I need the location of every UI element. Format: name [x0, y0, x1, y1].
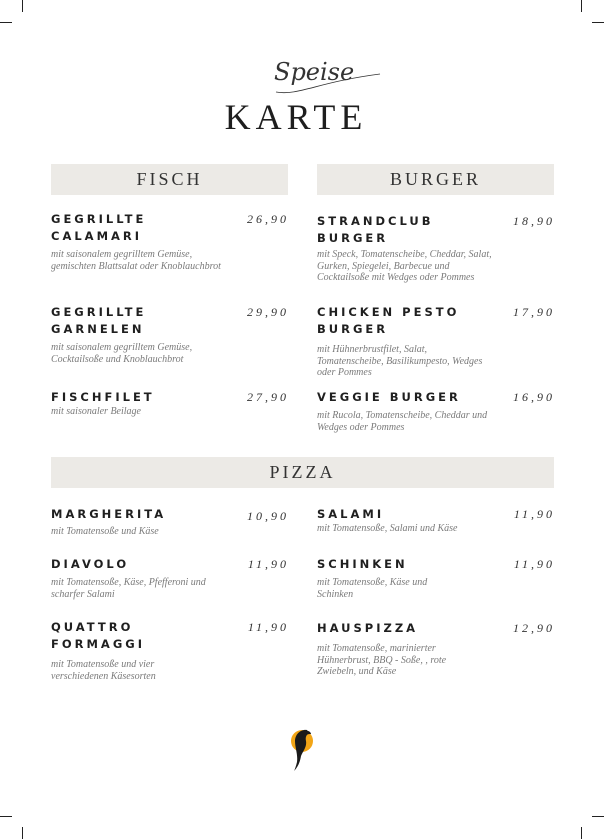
crop-mark	[581, 0, 582, 12]
menu-item	[317, 389, 555, 433]
menu-item	[317, 556, 555, 600]
item-description: mit saisonaler Beilage	[51, 406, 141, 417]
item-description: mit Tomatensoße, Käse und Schinken	[317, 577, 428, 600]
item-name: SALAMI	[317, 507, 385, 521]
item-price: 12,90	[513, 621, 555, 635]
item-name: DIAVOLO	[51, 557, 130, 571]
item-name: GEGRILLTE GARNELEN	[51, 305, 147, 336]
script-title	[268, 52, 388, 98]
crop-mark	[0, 22, 12, 23]
item-description: mit Hühnerbrustfilet, Salat, Tomatenscheibe, Basilikumpesto, Wedges oder Pommes	[317, 344, 483, 378]
item-name: SCHINKEN	[317, 557, 408, 571]
item-price: 29,90	[247, 305, 289, 319]
item-price: 16,90	[513, 390, 555, 404]
item-price: 11,90	[513, 507, 555, 521]
menu-item	[51, 304, 289, 365]
page-title: KARTE	[224, 97, 368, 137]
crop-mark	[0, 816, 12, 817]
menu-item	[317, 620, 555, 678]
item-price: 18,90	[513, 214, 555, 228]
menu-item	[51, 556, 289, 600]
item-description: mit saisonalem gegrilltem Gemüse, gemischten Blattsalat oder Knoblauchbrot	[51, 249, 221, 272]
item-name: CHICKEN PESTO BURGER	[317, 305, 460, 336]
item-name: VEGGIE BURGER	[317, 390, 461, 404]
menu-item	[51, 211, 289, 272]
item-name: HAUSPIZZA	[317, 621, 419, 635]
svg-text:Speise: Speise	[274, 58, 355, 86]
menu-item	[317, 213, 555, 284]
item-price: 27,90	[247, 390, 289, 404]
crop-mark	[592, 816, 604, 817]
item-description: mit Tomatensoße und Käse	[51, 526, 159, 537]
section-header-fisch: FISCH	[51, 164, 288, 195]
item-name: FISCHFILET	[51, 390, 155, 404]
item-price: 11,90	[513, 557, 555, 571]
item-price: 26,90	[247, 212, 289, 226]
section-header-pizza: PIZZA	[51, 457, 554, 488]
item-price: 11,90	[247, 557, 289, 571]
item-description: mit saisonalem gegrilltem Gemüse, Cocktailsoße und Knoblauchbrot	[51, 342, 193, 365]
item-description: mit Rucola, Tomatenscheibe, Cheddar und Wedges oder Pommes	[317, 410, 488, 433]
crop-mark	[22, 0, 23, 12]
item-name: MARGHERITA	[51, 507, 167, 521]
crop-mark	[22, 827, 23, 839]
item-description: mit Tomatensoße, marinierter Hühnerbrust, BBQ - Soße, , rote Zwiebeln, und Käse	[317, 643, 447, 677]
item-description: mit Tomatensoße und vier verschiedenen Käsesorten	[51, 659, 156, 682]
item-name: GEGRILLTE CALAMARI	[51, 212, 147, 243]
item-name: STRANDCLUB BURGER	[317, 214, 434, 245]
menu-item	[317, 304, 555, 379]
parrot-logo-icon	[285, 724, 317, 772]
item-price: 17,90	[513, 305, 555, 319]
section-header-burger: BURGER	[317, 164, 554, 195]
menu-item	[51, 506, 289, 538]
item-description: mit Tomatensoße, Käse, Pfefferoni und scharfer Salami	[51, 577, 206, 600]
menu-item	[51, 619, 289, 682]
crop-mark	[592, 22, 604, 23]
menu-item	[317, 506, 555, 535]
crop-mark	[581, 827, 582, 839]
item-name: QUATTRO FORMAGGI	[51, 620, 145, 651]
item-description: mit Tomatensoße, Salami und Käse	[317, 523, 458, 534]
item-price: 11,90	[247, 620, 289, 634]
item-price: 10,90	[247, 509, 289, 523]
item-description: mit Speck, Tomatenscheibe, Cheddar, Salat, Gurken, Spiegelei, Barbecue und Cocktailsoße mit Wedges oder Pommes	[317, 249, 492, 283]
menu-item	[51, 389, 289, 418]
